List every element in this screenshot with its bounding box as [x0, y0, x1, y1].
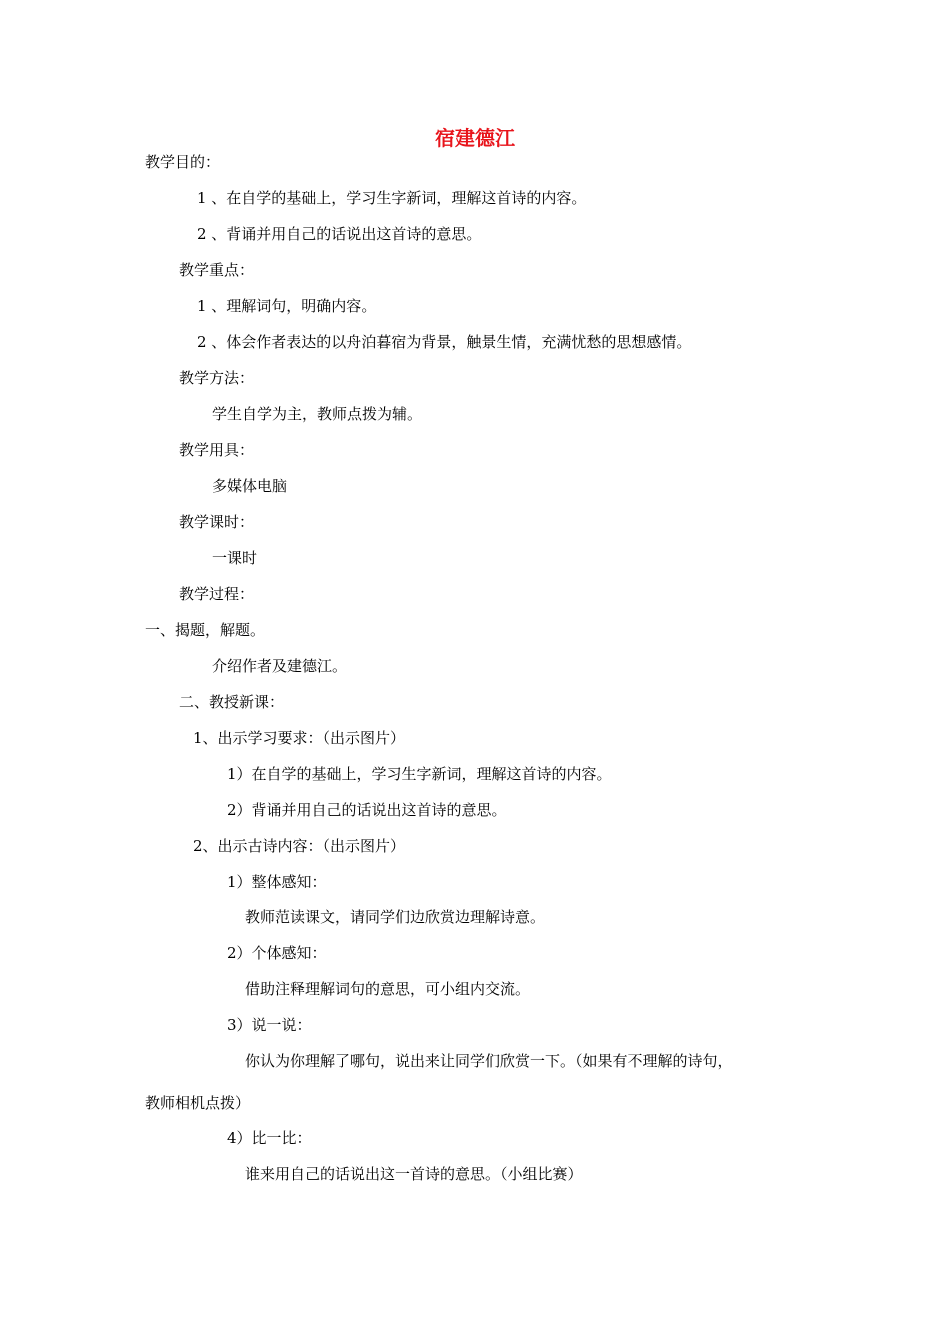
activity-4-heading: 4）比一比：	[227, 1129, 312, 1147]
section-heading-key-points: 教学重点：	[179, 261, 255, 279]
activity-3-heading: 3）说一说：	[227, 1016, 312, 1034]
activity-1-text: 教师范读课文，请同学们边欣赏边理解诗意。	[245, 908, 546, 926]
process-substep-2: 2、出示古诗内容：（出示图片）	[193, 837, 406, 855]
process-substep-1: 1、出示学习要求：（出示图片）	[193, 729, 406, 747]
key-point-item-1: 1 、理解词句，明确内容。	[197, 297, 377, 315]
activity-1-heading: 1）整体感知：	[227, 873, 327, 891]
document-title: 宿建德江	[435, 126, 515, 150]
key-point-item-2: 2 、体会作者表达的以舟泊暮宿为背景，触景生情，充满忧愁的思想感情。	[197, 333, 692, 351]
activity-4-text: 谁来用自己的话说出这一首诗的意思。（小组比赛）	[245, 1165, 583, 1183]
section-heading-objectives: 教学目的：	[145, 153, 221, 171]
activity-3-text: 你认为你理解了哪句，说出来让同学们欣赏一下。（如果有不理解的诗句，	[245, 1052, 733, 1070]
section-heading-methods: 教学方法：	[179, 369, 255, 387]
section-heading-process: 教学过程：	[179, 585, 255, 603]
methods-text: 学生自学为主，教师点拨为辅。	[212, 405, 423, 423]
process-step-2-heading: 二、教授新课：	[179, 693, 285, 711]
activity-2-text: 借助注释理解词句的意思，可小组内交流。	[245, 980, 531, 998]
lesson-time-text: 一课时	[212, 549, 258, 567]
tools-text: 多媒体电脑	[212, 477, 288, 495]
activity-2-heading: 2）个体感知：	[227, 944, 327, 962]
section-heading-lesson-time: 教学课时：	[179, 513, 255, 531]
section-heading-tools: 教学用具：	[179, 441, 255, 459]
process-step-1-text: 介绍作者及建德江。	[212, 657, 348, 675]
process-step-1-heading: 一、揭题，解题。	[145, 621, 266, 639]
requirement-item-1: 1）在自学的基础上，学习生字新词，理解这首诗的内容。	[227, 765, 612, 783]
activity-3-text-continued: 教师相机点拨）	[145, 1094, 251, 1112]
requirement-item-2: 2）背诵并用自己的话说出这首诗的意思。	[227, 801, 507, 819]
objective-item-1: 1 、在自学的基础上，学习生字新词，理解这首诗的内容。	[197, 189, 587, 207]
objective-item-2: 2 、背诵并用自己的话说出这首诗的意思。	[197, 225, 482, 243]
